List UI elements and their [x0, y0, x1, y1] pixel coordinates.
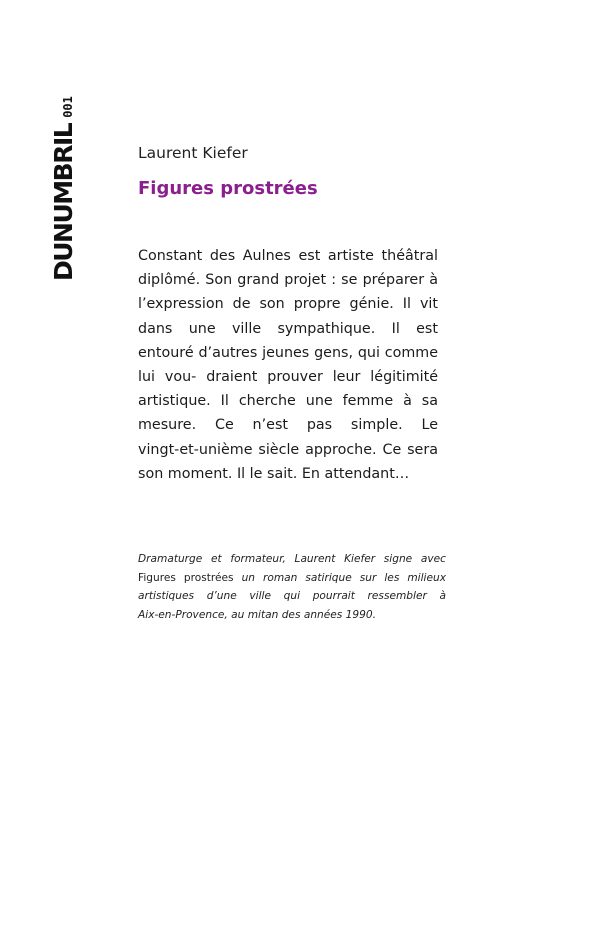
series-spine-text — [49, 96, 78, 281]
series-spine — [49, 96, 78, 281]
author-note-part2: un roman satirique sur les milieux artistiques d’une ville qui pourrait ressembler à Aix‑en‑Provence, au mitan des années 1990. — [138, 571, 446, 621]
series-name: DUNUMBRIL — [49, 123, 78, 281]
series-number: 001 — [61, 96, 75, 118]
author-note-book-title: Figures prostrées — [138, 571, 234, 584]
book-title: Figures prostrées — [138, 178, 318, 199]
author-note — [138, 550, 446, 624]
author-name: Laurent Kiefer — [138, 144, 248, 162]
author-note-part1: Dramaturge et formateur, Laurent Kiefer signe avec — [138, 553, 446, 565]
book-summary: Constant des Aulnes est artiste théâtral diplômé. Son grand projet : se préparer à l’expression de son propre génie. Il vit dans une ville sympathique. Il est entouré d’autres jeunes gens, qui comme lui vou‑ draient prouver leur légitimité artistique. Il cherche une femme à sa mesure. Ce n’est pas simple. Le vingt‑et‑unième siècle approche. Ce sera son moment. Il le sait. En attendant… — [138, 248, 438, 482]
